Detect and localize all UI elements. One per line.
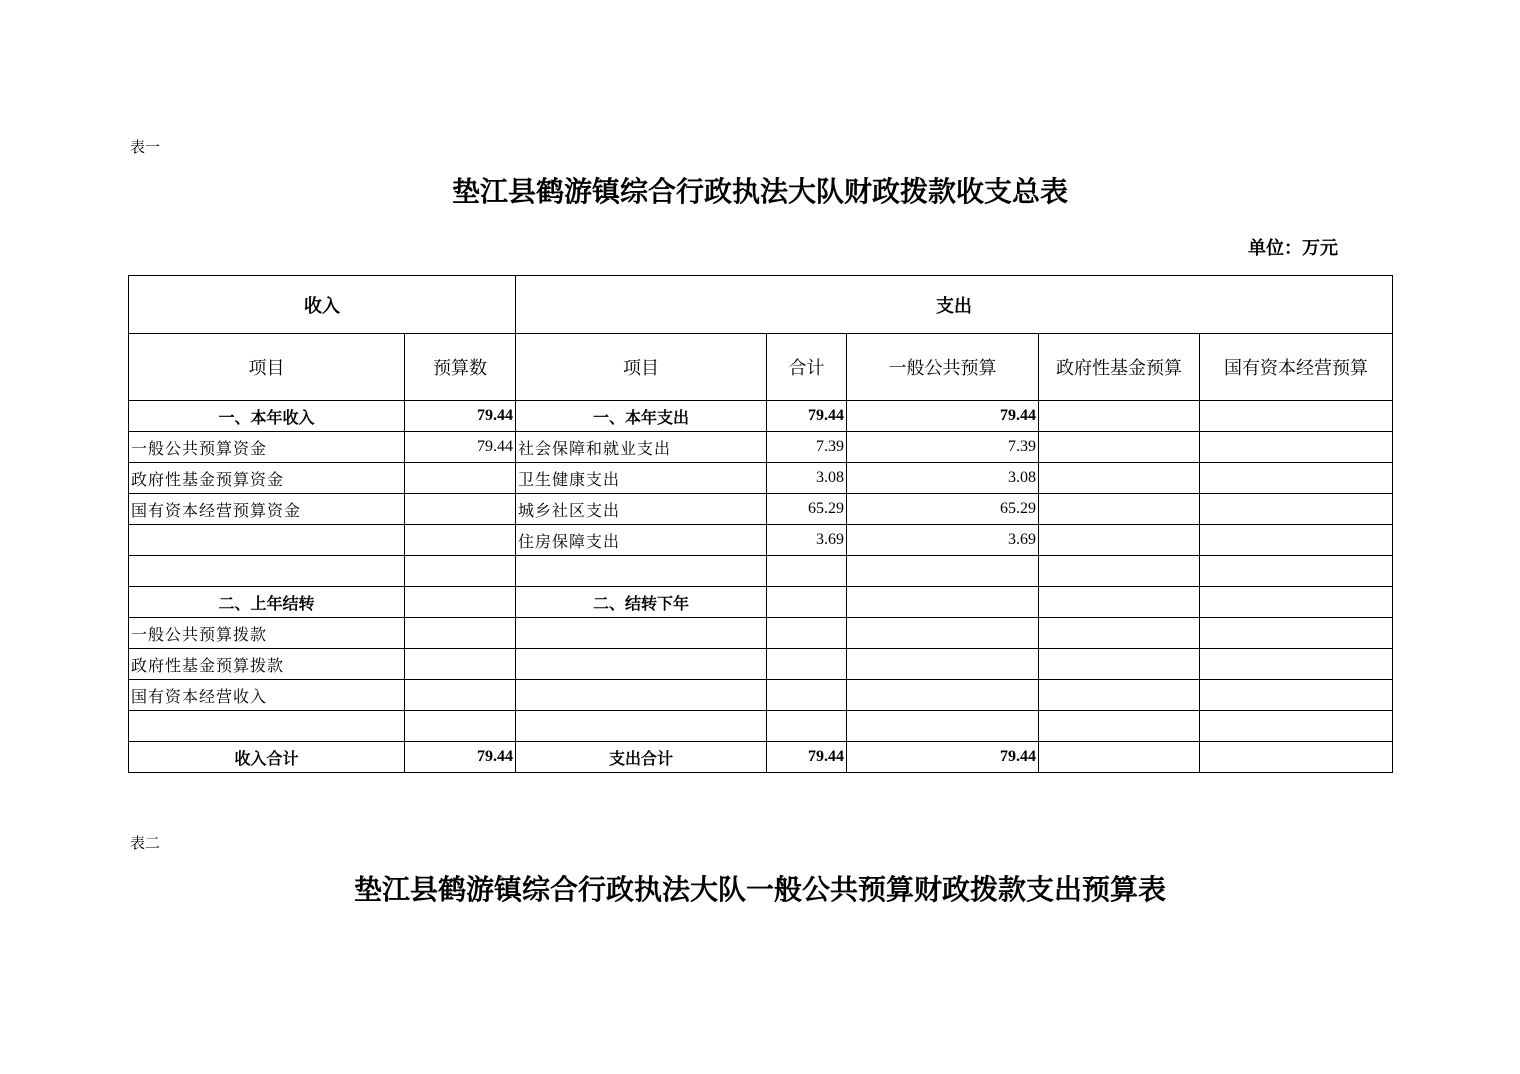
table1-title: 垫江县鹤游镇综合行政执法大队财政拨款收支总表 bbox=[451, 175, 1068, 208]
expense-item-cell bbox=[516, 618, 767, 649]
general-budget-cell: 7.39 bbox=[847, 432, 1039, 463]
gov-fund-cell bbox=[1039, 742, 1200, 773]
general-budget-cell bbox=[847, 649, 1039, 680]
gov-fund-cell bbox=[1039, 432, 1200, 463]
income-value-cell bbox=[405, 587, 516, 618]
state-capital-cell bbox=[1200, 742, 1393, 773]
state-capital-cell bbox=[1200, 618, 1393, 649]
table-row bbox=[129, 525, 1393, 556]
gov-fund-cell bbox=[1039, 618, 1200, 649]
header-row-1 bbox=[129, 276, 1393, 334]
table-row bbox=[129, 618, 1393, 649]
expense-item-cell: 支出合计 bbox=[516, 742, 767, 773]
total-cell: 3.69 bbox=[767, 525, 847, 556]
gov-fund-cell bbox=[1039, 494, 1200, 525]
table-row bbox=[129, 401, 1393, 432]
income-value-cell bbox=[405, 649, 516, 680]
income-value-cell bbox=[405, 680, 516, 711]
general-budget-cell: 3.08 bbox=[847, 463, 1039, 494]
income-value-cell: 79.44 bbox=[405, 401, 516, 432]
general-budget-cell: 79.44 bbox=[847, 401, 1039, 432]
expense-item-cell bbox=[516, 556, 767, 587]
unit-label: 单位：万元 bbox=[1248, 238, 1338, 259]
gov-fund-cell bbox=[1039, 556, 1200, 587]
income-item-header: 项目 bbox=[129, 334, 405, 401]
income-value-cell: 79.44 bbox=[405, 742, 516, 773]
table2-label: 表二 bbox=[130, 834, 161, 852]
income-item-cell bbox=[129, 711, 405, 742]
income-value-cell bbox=[405, 618, 516, 649]
state-capital-cell bbox=[1200, 432, 1393, 463]
state-capital-cell bbox=[1200, 680, 1393, 711]
general-budget-cell: 65.29 bbox=[847, 494, 1039, 525]
total-cell bbox=[767, 649, 847, 680]
total-header: 合计 bbox=[767, 334, 847, 401]
gov-fund-cell bbox=[1039, 401, 1200, 432]
general-budget-cell bbox=[847, 587, 1039, 618]
table-row bbox=[129, 494, 1393, 525]
table-body bbox=[129, 401, 1393, 773]
table-row bbox=[129, 680, 1393, 711]
income-item-cell: 一、本年收入 bbox=[129, 401, 405, 432]
income-item-cell: 一般公共预算拨款 bbox=[129, 618, 405, 649]
gov-fund-cell bbox=[1039, 680, 1200, 711]
expense-item-cell bbox=[516, 711, 767, 742]
state-capital-cell bbox=[1200, 401, 1393, 432]
gov-fund-cell bbox=[1039, 649, 1200, 680]
state-capital-cell bbox=[1200, 525, 1393, 556]
expense-item-cell: 卫生健康支出 bbox=[516, 463, 767, 494]
total-cell: 79.44 bbox=[767, 742, 847, 773]
general-budget-cell bbox=[847, 711, 1039, 742]
income-item-cell bbox=[129, 525, 405, 556]
income-value-cell bbox=[405, 711, 516, 742]
income-item-cell: 收入合计 bbox=[129, 742, 405, 773]
table1-label: 表一 bbox=[130, 138, 161, 156]
total-cell: 65.29 bbox=[767, 494, 847, 525]
state-capital-cell bbox=[1200, 463, 1393, 494]
state-capital-budget-header: 国有资本经营预算 bbox=[1200, 334, 1393, 401]
state-capital-cell bbox=[1200, 587, 1393, 618]
income-item-cell bbox=[129, 556, 405, 587]
total-cell bbox=[767, 618, 847, 649]
table-row bbox=[129, 587, 1393, 618]
total-cell bbox=[767, 587, 847, 618]
income-value-cell: 79.44 bbox=[405, 432, 516, 463]
general-budget-cell: 79.44 bbox=[847, 742, 1039, 773]
income-value-cell bbox=[405, 463, 516, 494]
general-budget-header: 一般公共预算 bbox=[847, 334, 1039, 401]
expense-item-cell bbox=[516, 649, 767, 680]
gov-fund-budget-header: 政府性基金预算 bbox=[1039, 334, 1200, 401]
income-item-cell: 国有资本经营预算资金 bbox=[129, 494, 405, 525]
table-row bbox=[129, 711, 1393, 742]
table2-title: 垫江县鹤游镇综合行政执法大队一般公共预算财政拨款支出预算表 bbox=[353, 873, 1166, 906]
income-value-cell bbox=[405, 556, 516, 587]
total-cell bbox=[767, 680, 847, 711]
income-item-cell: 二、上年结转 bbox=[129, 587, 405, 618]
general-budget-cell bbox=[847, 680, 1039, 711]
general-budget-cell: 3.69 bbox=[847, 525, 1039, 556]
expense-item-cell bbox=[516, 680, 767, 711]
table-row bbox=[129, 649, 1393, 680]
gov-fund-cell bbox=[1039, 711, 1200, 742]
state-capital-cell bbox=[1200, 649, 1393, 680]
income-item-cell: 一般公共预算资金 bbox=[129, 432, 405, 463]
gov-fund-cell bbox=[1039, 463, 1200, 494]
expense-item-cell: 住房保障支出 bbox=[516, 525, 767, 556]
state-capital-cell bbox=[1200, 711, 1393, 742]
total-cell bbox=[767, 711, 847, 742]
general-budget-cell bbox=[847, 618, 1039, 649]
income-value-cell bbox=[405, 494, 516, 525]
income-item-cell: 政府性基金预算资金 bbox=[129, 463, 405, 494]
expense-header: 支出 bbox=[516, 276, 1393, 334]
gov-fund-cell bbox=[1039, 587, 1200, 618]
income-header: 收入 bbox=[129, 276, 516, 334]
state-capital-cell bbox=[1200, 556, 1393, 587]
table-row bbox=[129, 742, 1393, 773]
expense-item-cell: 二、结转下年 bbox=[516, 587, 767, 618]
income-item-cell: 国有资本经营收入 bbox=[129, 680, 405, 711]
table-row bbox=[129, 432, 1393, 463]
expense-item-header: 项目 bbox=[516, 334, 767, 401]
income-value-cell bbox=[405, 525, 516, 556]
header-row-2 bbox=[129, 334, 1393, 401]
income-expense-summary-table bbox=[128, 275, 1393, 773]
expense-item-cell: 一、本年支出 bbox=[516, 401, 767, 432]
gov-fund-cell bbox=[1039, 525, 1200, 556]
income-item-cell: 政府性基金预算拨款 bbox=[129, 649, 405, 680]
total-cell: 3.08 bbox=[767, 463, 847, 494]
expense-item-cell: 城乡社区支出 bbox=[516, 494, 767, 525]
state-capital-cell bbox=[1200, 494, 1393, 525]
total-cell bbox=[767, 556, 847, 587]
total-cell: 79.44 bbox=[767, 401, 847, 432]
expense-item-cell: 社会保障和就业支出 bbox=[516, 432, 767, 463]
general-budget-cell bbox=[847, 556, 1039, 587]
table-row bbox=[129, 556, 1393, 587]
table-row bbox=[129, 463, 1393, 494]
income-budget-header: 预算数 bbox=[405, 334, 516, 401]
total-cell: 7.39 bbox=[767, 432, 847, 463]
